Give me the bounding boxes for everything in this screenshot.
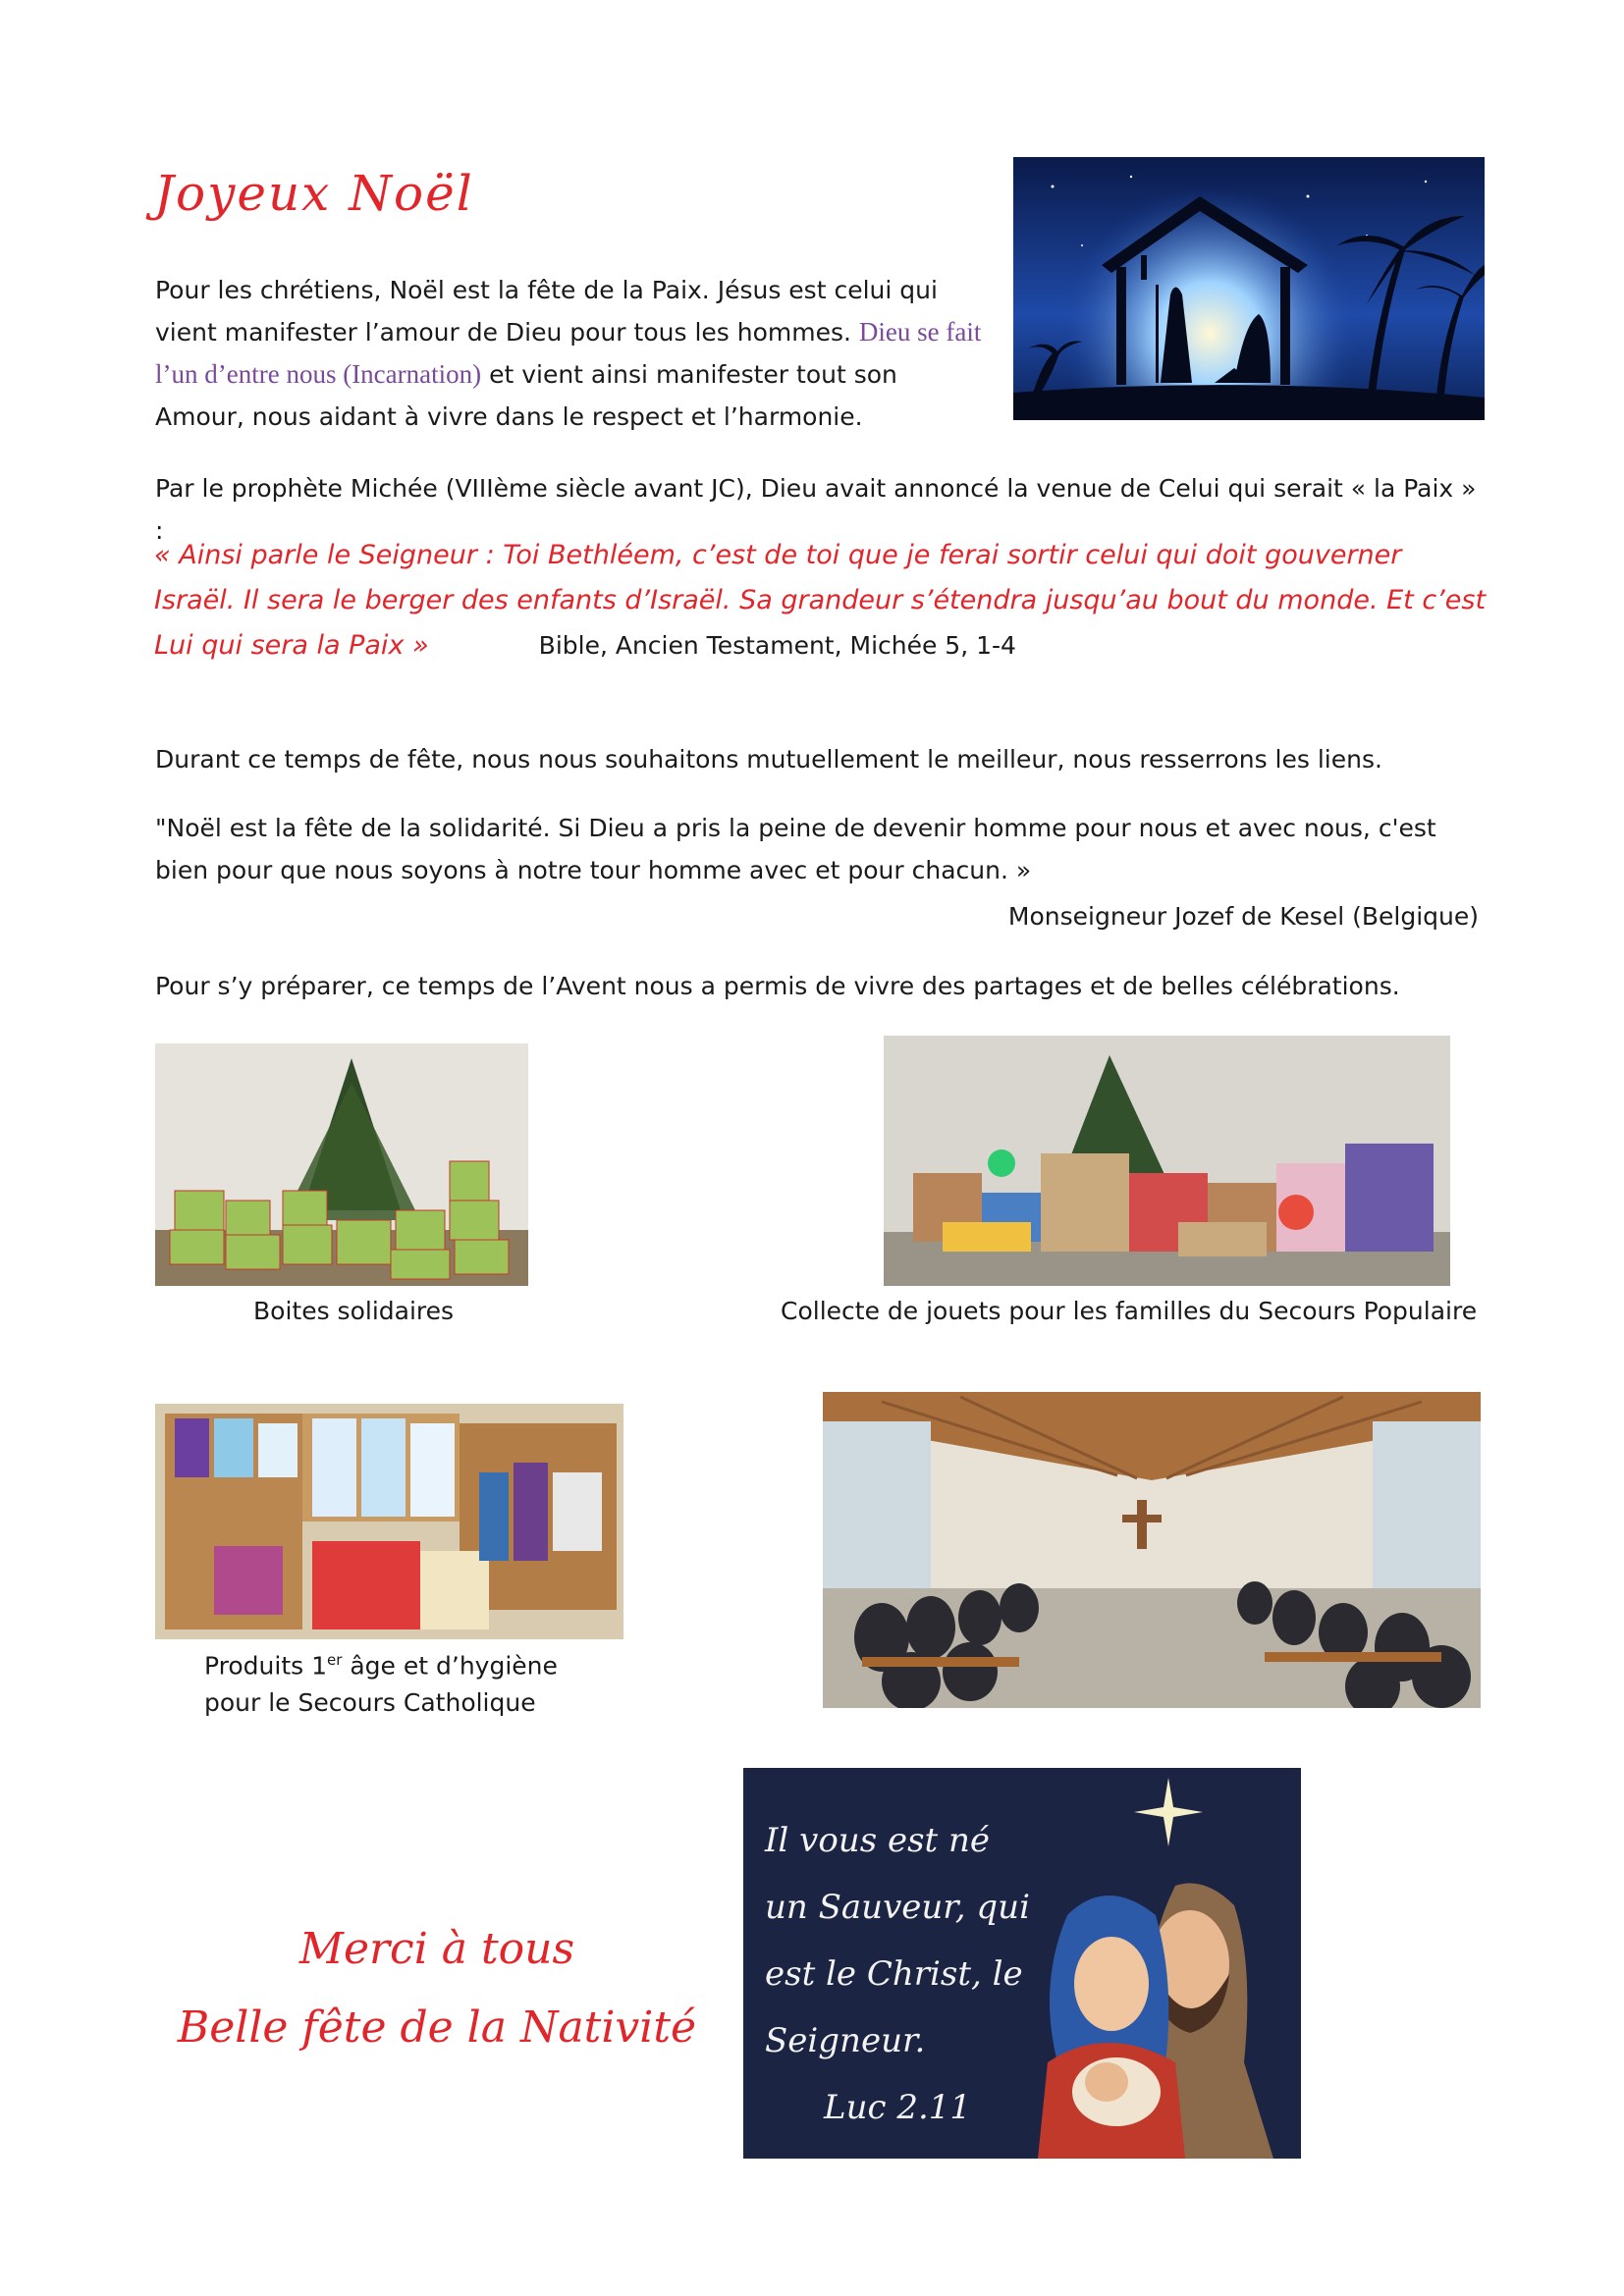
nativity-card xyxy=(743,1768,1301,2159)
intro-text-1: Pour les chrétiens, Noël est la fête de la Paix. Jésus est celui qui vient manifester l’amour de Dieu pour tous les hommes. xyxy=(155,276,938,347)
caption-produits-line2: pour le Secours Catholique xyxy=(204,1688,536,1718)
card-line1: Il vous est né xyxy=(765,1821,991,1860)
card-line3: est le Christ, le xyxy=(765,1954,1023,1994)
caption-produits-line1: Produits 1er âge et d’hygiène xyxy=(204,1651,558,1681)
caption-boites: Boites solidaires xyxy=(253,1297,455,1325)
wishes-text: Durant ce temps de fête, nous nous souhaitons mutuellement le meilleur, nous resserrons les liens. xyxy=(155,745,1382,774)
avent-text: Pour s’y préparer, ce temps de l’Avent nous a permis de vivre des partages et de belles célébrations. xyxy=(155,972,1400,1000)
caption-produits xyxy=(204,1641,558,1722)
card-line4: Seigneur. xyxy=(765,2021,926,2060)
intro-text-2: et vient ainsi manifester tout son Amour, nous aidant à vivre dans le respect et l’harmonie. xyxy=(155,360,897,431)
collecte-jouets-photo xyxy=(884,1036,1450,1286)
intro-paragraph xyxy=(155,269,985,438)
page-title: Joyeux Noël xyxy=(154,165,474,222)
produits-hygiene-photo xyxy=(155,1404,623,1639)
celebration-church-photo xyxy=(823,1392,1481,1708)
bible-quote xyxy=(154,533,1489,668)
boites-solidaires-photo xyxy=(155,1043,528,1286)
kesel-signature: Monseigneur Jozef de Kesel (Belgique) xyxy=(1007,902,1479,931)
star-icon xyxy=(1134,1778,1203,1846)
prophet-line: Par le prophète Michée (VIIIème siècle avant JC), Dieu avait annoncé la venue de Celui qui serait « la Paix » : xyxy=(155,474,1477,545)
kesel-quote: "Noël est la fête de la solidarité. Si Dieu a pris la peine de devenir homme pour nous et avec nous, c'est bien pour que nous soyons à notre tour homme avec et pour chacun. » xyxy=(155,814,1436,884)
card-reference: Luc 2.11 xyxy=(824,2088,972,2127)
closing-line2: Belle fête de la Nativité xyxy=(177,2002,697,2053)
quote-text: « Ainsi parle le Seigneur : Toi Bethléem, c’est de toi que je ferai sortir celui qui doit gouverner Israël. Il sera le berger des enfants d’Israël. Sa grandeur s’étendra jusqu’au bout du monde. Et c’est Lui qui sera la Paix » xyxy=(154,540,1487,661)
card-line2: un Sauveur, qui xyxy=(765,1888,1030,1927)
closing-line1: Merci à tous xyxy=(298,1924,575,1974)
card-verse xyxy=(765,1807,1059,2141)
caption-jouets: Collecte de jouets pour les familles du Secours Populaire xyxy=(781,1297,1478,1325)
incarnation-highlight: Dieu se fait l’un d’entre nous (Incarnation) xyxy=(155,317,982,389)
closing-message xyxy=(157,1910,717,2067)
nativity-night-image xyxy=(1013,157,1485,420)
quote-reference: Bible, Ancien Testament, Michée 5, 1-4 xyxy=(538,631,1016,660)
